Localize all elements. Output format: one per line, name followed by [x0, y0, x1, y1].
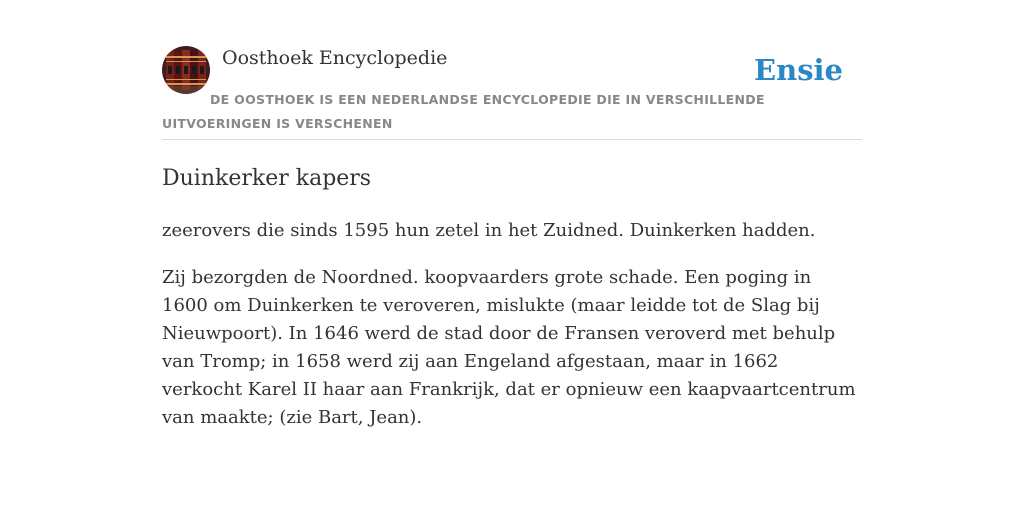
article-paragraph-2: Zij bezorgden de Noordned. koopvaarders grote schade. Een poging in 1600 om Duinkerken te veroveren, mislukte (maar leidde tot de Slag bij Nieuwpoort). In 1646 werd de stad door de Fransen veroverd met behulp van Tromp; in 1658 werd zij aan Engeland afgestaan, maar in 1662 verkocht Karel II haar aan Frankrijk, dat er opnieuw een kaapvaartcentrum van maakte; (zie Bart, Jean).	[162, 267, 856, 428]
article-title: Duinkerker kapers	[162, 166, 372, 191]
site-tagline: DE OOSTHOEK IS EEN NEDERLANDSE ENCYCLOPEDIE DIE IN VERSCHILLENDE UITVOERINGEN IS VERSCHENEN	[162, 92, 765, 131]
article-card	[162, 46, 862, 432]
site-header	[162, 46, 862, 140]
brand-logo[interactable]: Ensie	[754, 53, 843, 87]
article-paragraph-1: zeerovers die sinds 1595 hun zetel in het Zuidned. Duinkerken hadden.	[162, 220, 816, 241]
encyclopedia-books-icon[interactable]	[162, 46, 210, 94]
site-name[interactable]: Oosthoek Encyclopedie	[222, 47, 448, 69]
